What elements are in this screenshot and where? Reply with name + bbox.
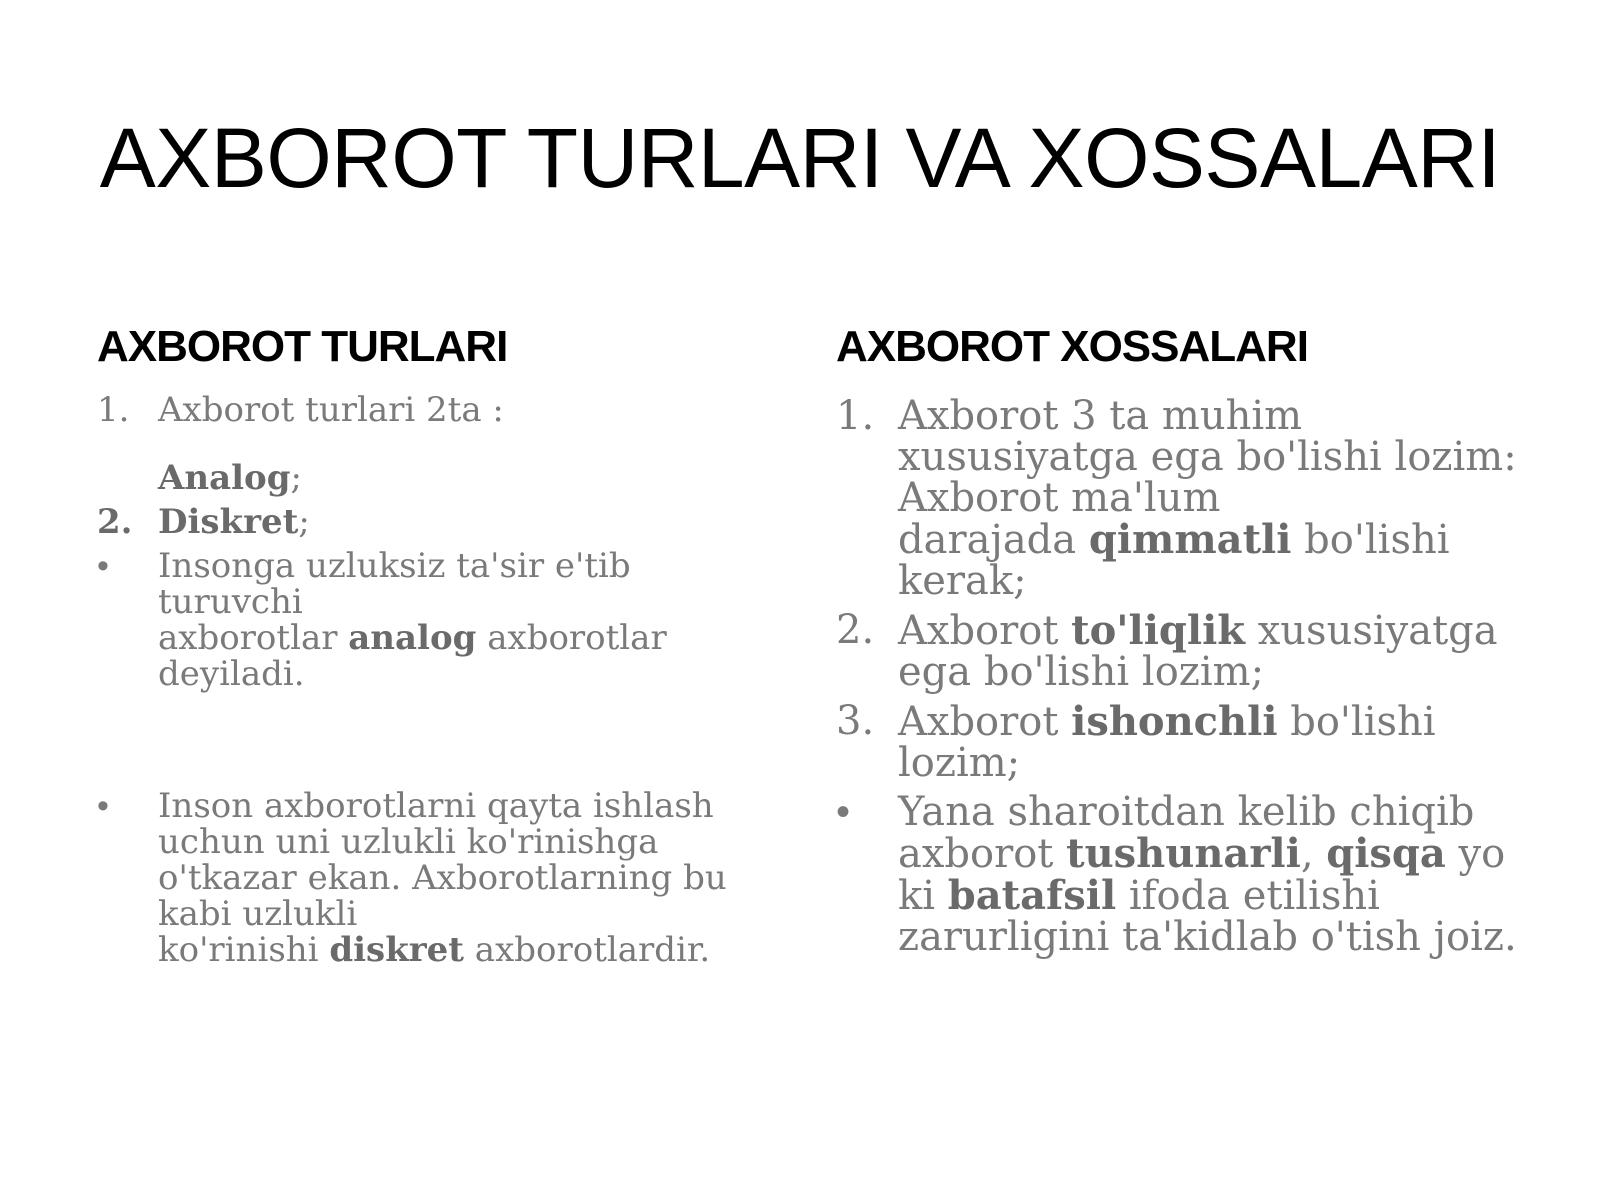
qisqa-bold: qisqa xyxy=(1326,830,1446,877)
slide-title: AXBOROT TURLARI VA XOSSALARI xyxy=(99,111,1501,205)
bullet-icon: • xyxy=(97,547,109,585)
bullet-icon: • xyxy=(97,787,109,825)
right-bullet-1-line4: zarurligini ta'kidlab o'tish joiz. xyxy=(898,914,1517,960)
diskret-term: Diskret xyxy=(158,502,299,542)
left-bullet-2-line3: o'tkazar ekan. Axborotlarning bu xyxy=(158,858,727,898)
text-run: yo xyxy=(1445,831,1506,877)
list-number: 2. xyxy=(836,607,875,653)
left-analog-line xyxy=(97,460,777,496)
text-run: axborotlar xyxy=(158,618,349,658)
qimmatli-bold: qimmatli xyxy=(1088,516,1292,563)
right-item-1-line4 xyxy=(898,516,1536,563)
right-bullet-1-line2 xyxy=(898,830,1536,877)
left-bullet-1-line3 xyxy=(158,620,777,656)
right-list-item-1 xyxy=(836,393,1536,604)
list-number: 1. xyxy=(836,393,875,439)
left-heading: AXBOROT TURLARI xyxy=(97,322,508,371)
left-bullet-1-line2: turuvchi xyxy=(158,582,303,622)
text-run: ko'rinishi xyxy=(158,930,330,970)
right-item-3-line1 xyxy=(898,698,1536,745)
text-run: axborot xyxy=(898,831,1067,877)
right-item-1-line2: xususiyatga ega bo'lishi lozim: xyxy=(898,434,1517,480)
diskret-tail: ; xyxy=(298,502,310,542)
right-heading: AXBOROT XOSSALARI xyxy=(836,322,1308,371)
left-bullet-1 xyxy=(97,548,777,692)
bullet-icon: • xyxy=(836,790,851,834)
left-bullet-2-line2: uchun uni uzlukli ko'rinishga xyxy=(158,822,659,862)
text-run: axborotlar xyxy=(476,618,667,658)
text-run: darajada xyxy=(898,517,1089,563)
right-bullet-1-line1: Yana sharoitdan kelib chiqib xyxy=(898,789,1475,835)
right-bullet-1-line3 xyxy=(898,872,1536,919)
text-run: xususiyatga xyxy=(1245,608,1498,654)
right-item-2-line1 xyxy=(898,607,1536,654)
left-bullet-1-line4: deyiladi. xyxy=(158,654,305,694)
right-item-2-line2: ega bo'lishi lozim; xyxy=(898,649,1265,695)
right-list-item-2 xyxy=(836,607,1536,695)
toliqlik-bold: to'liqlik xyxy=(1071,607,1245,654)
text-run: bo'lishi xyxy=(1277,699,1436,745)
left-bullet-2-line5 xyxy=(158,932,777,968)
left-list-item-1 xyxy=(97,392,777,428)
text-run: ki xyxy=(898,873,948,919)
left-bullet-2-line4: kabi uzlukli xyxy=(158,894,358,934)
text-run: Axborot xyxy=(898,699,1072,745)
list-number: 3. xyxy=(836,698,875,744)
text-run: ifoda etilishi xyxy=(1116,873,1380,919)
text-run: Axborot xyxy=(898,608,1072,654)
left-bullet-2 xyxy=(97,788,777,968)
list-number: 1. xyxy=(97,390,130,430)
right-list-item-3 xyxy=(836,698,1536,786)
left-bullet-1-line1: Insonga uzluksiz ta'sir e'tib xyxy=(158,546,631,586)
tushunarli-bold: tushunarli xyxy=(1066,830,1301,877)
right-item-1-line1: Axborot 3 ta muhim xyxy=(898,393,1303,439)
left-list-item-2 xyxy=(97,504,777,540)
left-body xyxy=(97,392,777,968)
analog-tail: ; xyxy=(290,458,302,498)
text-run: , xyxy=(1300,831,1327,877)
right-item-3-line2: lozim; xyxy=(898,740,1021,786)
right-item-1-line3: Axborot ma'lum xyxy=(898,475,1221,521)
right-bullet-1 xyxy=(836,789,1536,960)
analog-term: Analog xyxy=(158,458,291,498)
list-number: 2. xyxy=(97,502,133,542)
right-body xyxy=(836,393,1536,960)
right-item-1-line5: kerak; xyxy=(898,558,1027,604)
left-item-1-text: Axborot turlari 2ta : xyxy=(158,390,504,430)
analog-bold: analog xyxy=(348,618,477,658)
text-run: bo'lishi xyxy=(1291,517,1450,563)
text-run: axborotlardir. xyxy=(464,930,711,970)
diskret-bold: diskret xyxy=(329,930,464,970)
left-bullet-2-line1: Inson axborotlarni qayta ishlash xyxy=(158,786,714,826)
batafsil-bold: batafsil xyxy=(947,872,1117,919)
ishonchli-bold: ishonchli xyxy=(1071,698,1278,745)
